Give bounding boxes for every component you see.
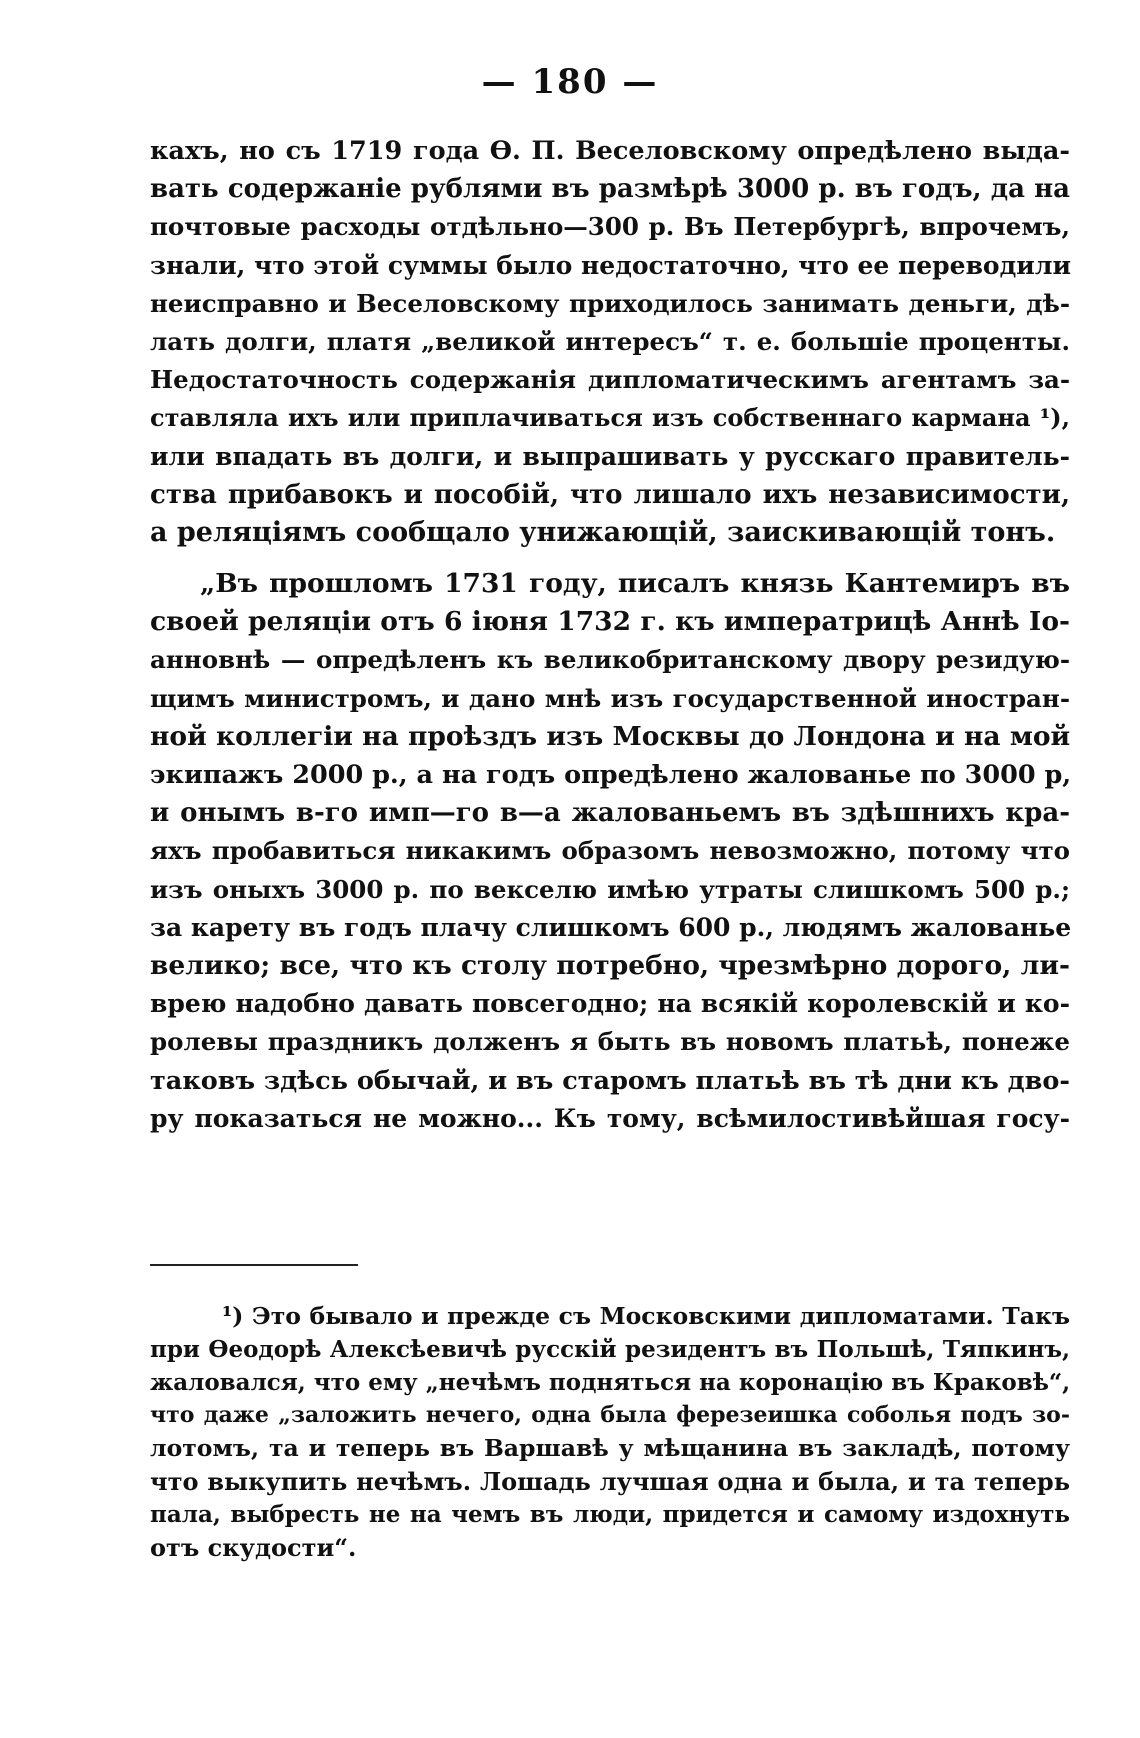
footnote-line: лотомъ, та и теперь въ Варшавѣ у мѣщанина въ закладѣ, потому [150, 1434, 1070, 1462]
text-line: вать содержаніе рублями въ размѣрѣ 3000 р. въ годъ, да на [150, 174, 1070, 205]
text-line: своей реляціи отъ 6 іюня 1732 г. къ императрицѣ Аннѣ Іо- [150, 606, 1070, 638]
text-line: велико; все, что къ столу потребно, чрезмѣрно дорого, ли- [150, 949, 1070, 981]
main-text [150, 132, 1070, 1138]
text-line: или впадать въ долги, и выпрашивать у русскаго правитель- [150, 441, 1070, 471]
footnote-line: пала, выбресть не на чемъ въ люди, придется и самому издохнуть [150, 1501, 1070, 1528]
text-line: таковъ здѣсь обычай, и въ старомъ платьѣ въ тѣ дни къ дво- [150, 1065, 1070, 1096]
text-line: знали, что этой суммы было недостаточно, что ее переводили [150, 250, 1071, 280]
text-line: кахъ, но съ 1719 года Ѳ. П. Веселовскому опредѣлено выда- [150, 136, 1070, 166]
text-line: за карету въ годъ плачу слишкомъ 600 р., людямъ жалованье [150, 912, 1072, 942]
text-line: щимъ министромъ, и дано мнѣ изъ государственной иностран- [150, 683, 1070, 713]
footnote-line: отъ скудости“. [150, 1533, 357, 1562]
footnote [150, 1300, 1070, 1564]
text-line: и онымъ в-го имп—го в—а жалованьемъ въ здѣшнихъ кра- [150, 798, 1070, 829]
text-line: врею надобно давать повсегодно; на всякій королевскій и ко- [150, 989, 1070, 1019]
text-line: неисправно и Веселовскому приходилось занимать деньги, дѣ- [150, 288, 1070, 318]
text-line: „Въ прошломъ 1731 году, писалъ князь Кантемиръ въ [200, 568, 1070, 600]
text-line: ставляла ихъ или приплачиваться изъ собственнаго кармана ¹), [150, 403, 1070, 433]
text-line: ру показаться не можно... Къ тому, всѣмилостивѣйшая госу- [150, 1103, 1070, 1133]
paragraph-gap [150, 552, 1070, 565]
footnote-line: жаловался, что ему „нечѣмъ подняться на коронацію въ Краковѣ“, [150, 1369, 1071, 1396]
page-number: — 180 — [481, 62, 659, 102]
text-line: яхъ пробавиться никакимъ образомъ невозможно, потому что [150, 836, 1070, 866]
footnote-line: ¹) Это бывало и прежде съ Московскими дипломатами. Такъ [222, 1302, 1070, 1330]
text-line: ства прибавокъ и пособій, что лишало ихъ независимости, [150, 479, 1070, 510]
footnote-line: при Ѳеодорѣ Алексѣевичѣ русскій резидентъ въ Польшѣ, Тяпкинъ, [150, 1336, 1070, 1363]
text-line: Недостаточность содержанія дипломатическимъ агентамъ за- [150, 365, 1070, 395]
text-line: экипажъ 2000 р., а на годъ опредѣлено жалованье по 3000 р, [150, 760, 1072, 790]
text-line: а реляціямъ сообщало унижающій, заискивающій тонъ. [150, 516, 1056, 548]
footnote-divider [150, 1264, 358, 1266]
text-line: изъ оныхъ 3000 р. по векселю имѣю утраты слишкомъ 500 р.; [150, 874, 1070, 904]
footnote-line: что даже „заложить нечего, одна была ферезеишка соболья подъ зо- [150, 1402, 1070, 1428]
text-line: ролевы праздникъ долженъ я быть въ новомъ платьѣ, понеже [150, 1027, 1070, 1057]
text-line: почтовые расходы отдѣльно—300 р. Въ Петербургѣ, впрочемъ, [150, 212, 1070, 242]
text-line: ной коллегіи на проѣздъ изъ Москвы до Лондона и на мой [150, 720, 1071, 752]
footnote-line: что выкупить нечѣмъ. Лошадь лучшая одна и была, и та теперь [150, 1467, 1070, 1496]
text-line: лать долги, платя „великой интересъ“ т. е. большіе проценты. [150, 326, 1070, 356]
text-line: анновнѣ — опредѣленъ къ великобританскому двору резидую- [150, 645, 1070, 675]
